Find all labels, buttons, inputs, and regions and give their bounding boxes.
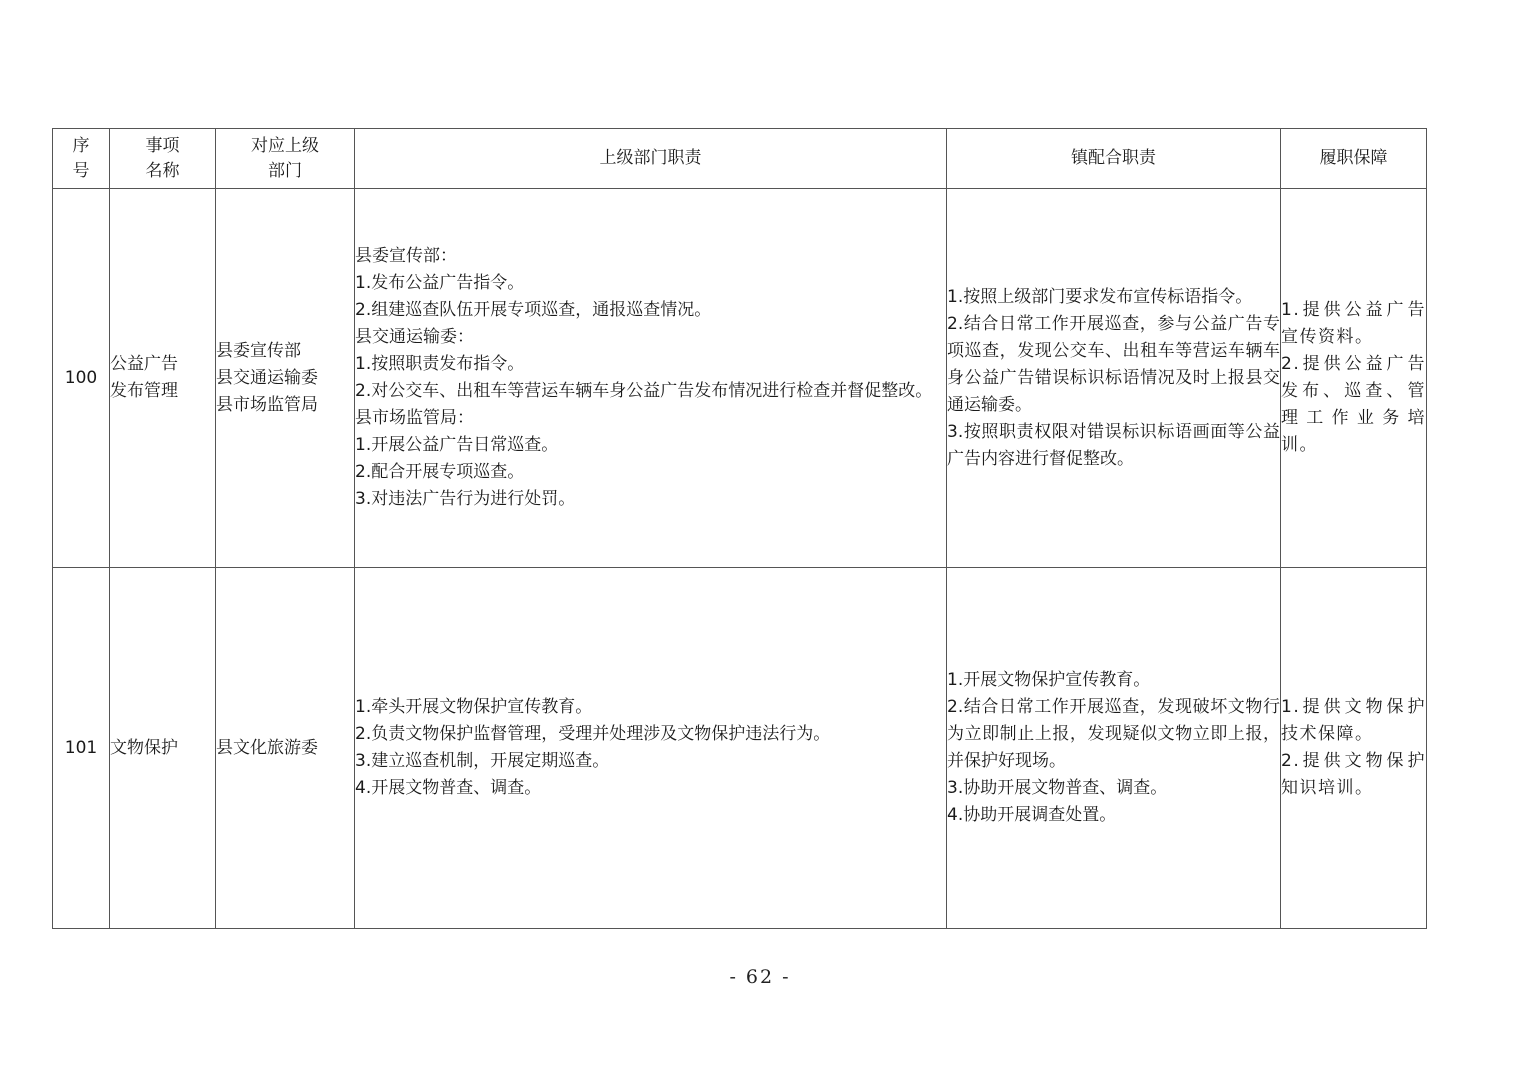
table-row <box>53 189 1427 568</box>
header-seq: 序 号 <box>53 129 110 189</box>
header-item-name: 事项 名称 <box>110 129 216 189</box>
row-item-name: 公益广告 发布管理 <box>110 189 216 568</box>
header-guarantee: 履职保障 <box>1281 129 1427 189</box>
header-upper-duties: 上级部门职责 <box>355 129 947 189</box>
row-town-duties: 1.开展文物保护宣传教育。 2.结合日常工作开展巡查，发现破坏文物行为立即制止上报，发现疑似文物立即上报，并保护好现场。 3.协助开展文物普查、调查。 4.协助开展调查处置。 <box>947 568 1281 929</box>
header-row <box>53 129 1427 189</box>
row-departments: 县委宣传部 县交通运输委 县市场监管局 <box>216 189 355 568</box>
duty-table <box>52 128 1427 929</box>
row-seq: 100 <box>53 189 110 568</box>
table-body <box>53 189 1427 929</box>
header-dept: 对应上级 部门 <box>216 129 355 189</box>
row-upper-duties: 县委宣传部： 1.发布公益广告指令。 2.组建巡查队伍开展专项巡查，通报巡查情况。 县交通运输委： 1.按照职责发布指令。 2.对公交车、出租车等营运车辆车身公益广告发布情况进行检查并督促整改。 县市场监管局： 1.开展公益广告日常巡查。 2.配合开展专项巡查。 3.对违法广告行为进行处罚。 <box>355 189 947 568</box>
row-guarantee: 1.提供文物保护技术保障。 2.提供文物保护知识培训。 <box>1281 568 1427 929</box>
row-upper-duties: 1.牵头开展文物保护宣传教育。 2.负责文物保护监督管理，受理并处理涉及文物保护违法行为。 3.建立巡查机制，开展定期巡查。 4.开展文物普查、调查。 <box>355 568 947 929</box>
row-town-duties: 1.按照上级部门要求发布宣传标语指令。 2.结合日常工作开展巡查，参与公益广告专项巡查，发现公交车、出租车等营运车辆车身公益广告错误标识标语情况及时上报县交通运输委。 3.按照职责权限对错误标识标语画面等公益广告内容进行督促整改。 <box>947 189 1281 568</box>
table-header <box>53 129 1427 189</box>
row-seq: 101 <box>53 568 110 929</box>
page-number: - 62 - <box>729 966 791 988</box>
row-guarantee: 1.提供公益广告宣传资料。 2.提供公益广告发布、巡查、管理工作业务培训。 <box>1281 189 1427 568</box>
row-departments: 县文化旅游委 <box>216 568 355 929</box>
row-item-name: 文物保护 <box>110 568 216 929</box>
table-row <box>53 568 1427 929</box>
header-town-duties: 镇配合职责 <box>947 129 1281 189</box>
